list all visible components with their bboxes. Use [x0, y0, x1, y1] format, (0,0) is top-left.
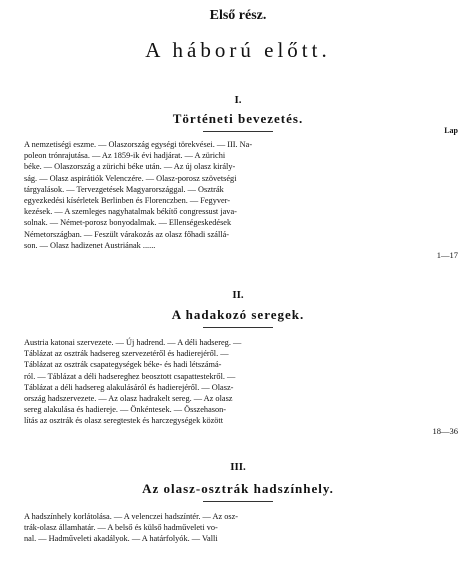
contents-line: poleon trónrajutása. — Az 1859-ik évi hadjárat. — A zürichi — [24, 151, 226, 161]
section-3-title: Az olasz-osztrák hadszínhely. — [142, 481, 334, 496]
section-3-contents — [24, 511, 400, 545]
contents-line: béke. — Olaszország a zürichi béke után. — Az új olasz király- — [24, 162, 236, 172]
main-title: A háború előtt. — [145, 38, 331, 62]
section-2-divider — [203, 327, 273, 328]
contents-line: tárgyalások. — Tervezgetések Magyarországgal. — Osztrák — [24, 184, 224, 194]
section-2-number: II. — [232, 289, 244, 301]
contents-line: egyezkedési kísérletek Berlinben és Florenczben. — Fegyver- — [24, 196, 231, 206]
section-2-pages: 18—36 — [432, 426, 458, 436]
section-1-title: Történeti bevezetés. — [172, 111, 304, 126]
contents-line: Táblázat az osztrák csapategységek béke- és hadi létszámá- — [24, 360, 222, 370]
section-1-pages: 1—17 — [436, 250, 458, 260]
contents-line: nal. — Hadműveleti akadályok. — A határfolyók. — Valli — [24, 534, 218, 544]
contents-line: ország hadszervezete. — Az olasz hadrakelt sereg. — Az olasz — [24, 394, 233, 404]
contents-line: ról. — Táblázat a déli hadsereghez beosztott csapattestekről. — — [24, 371, 236, 381]
contents-line: trák-olasz államhatár. — A belső és külső hadműveleti vo- — [24, 523, 218, 533]
contents-line: son. — Olasz hadizenet Austriának ...... — [24, 240, 156, 250]
contents-line: ság. — Olasz aspirátiók Velenczére. — Olasz-porosz szövetségi — [24, 173, 237, 183]
contents-line: solnak. — Német-porosz bonyodalmak. — Ellenségeskedések — [24, 218, 232, 228]
section-3-divider — [203, 501, 273, 502]
contents-line: lítás az osztrák és olasz seregtestek és harczegységek között — [24, 416, 224, 426]
contents-line: kezések. — A szemleges nagyhatalmak békítő congressust java- — [24, 207, 237, 217]
section-2-title: A hadakozó seregek. — [171, 307, 305, 322]
contents-line: Táblázat az osztrák hadsereg szervezetéről és hadierejéről. — — [24, 349, 229, 359]
contents-line: sereg alakulása és hadiereje. — Önkéntesek. — Összehason- — [24, 405, 227, 415]
section-1-contents — [24, 139, 400, 251]
section-1-number: I. — [234, 94, 242, 106]
part-title: Első rész. — [209, 8, 267, 23]
contents-line: Németországban. — Feszült várakozás az olasz főhadi szállá- — [24, 229, 230, 239]
page-column-label: Lap — [444, 126, 458, 135]
contents-line: A hadszínhely korlátolása. — A velenczei hadszíntér. — Az osz- — [24, 512, 239, 521]
contents-line: Táblázat a déli hadsereg alakulásáról és hadierejéről. — Olasz- — [24, 382, 234, 392]
section-3-number: III. — [230, 461, 246, 473]
contents-line: A nemzetiségi eszme. — Olaszország egységi törekvései. — III. Na- — [24, 140, 253, 149]
contents-line: Austria katonai szervezete. — Új hadrend. — A déli hadsereg. — — [24, 338, 242, 347]
section-2-contents — [24, 337, 400, 427]
section-1-divider — [203, 131, 273, 132]
